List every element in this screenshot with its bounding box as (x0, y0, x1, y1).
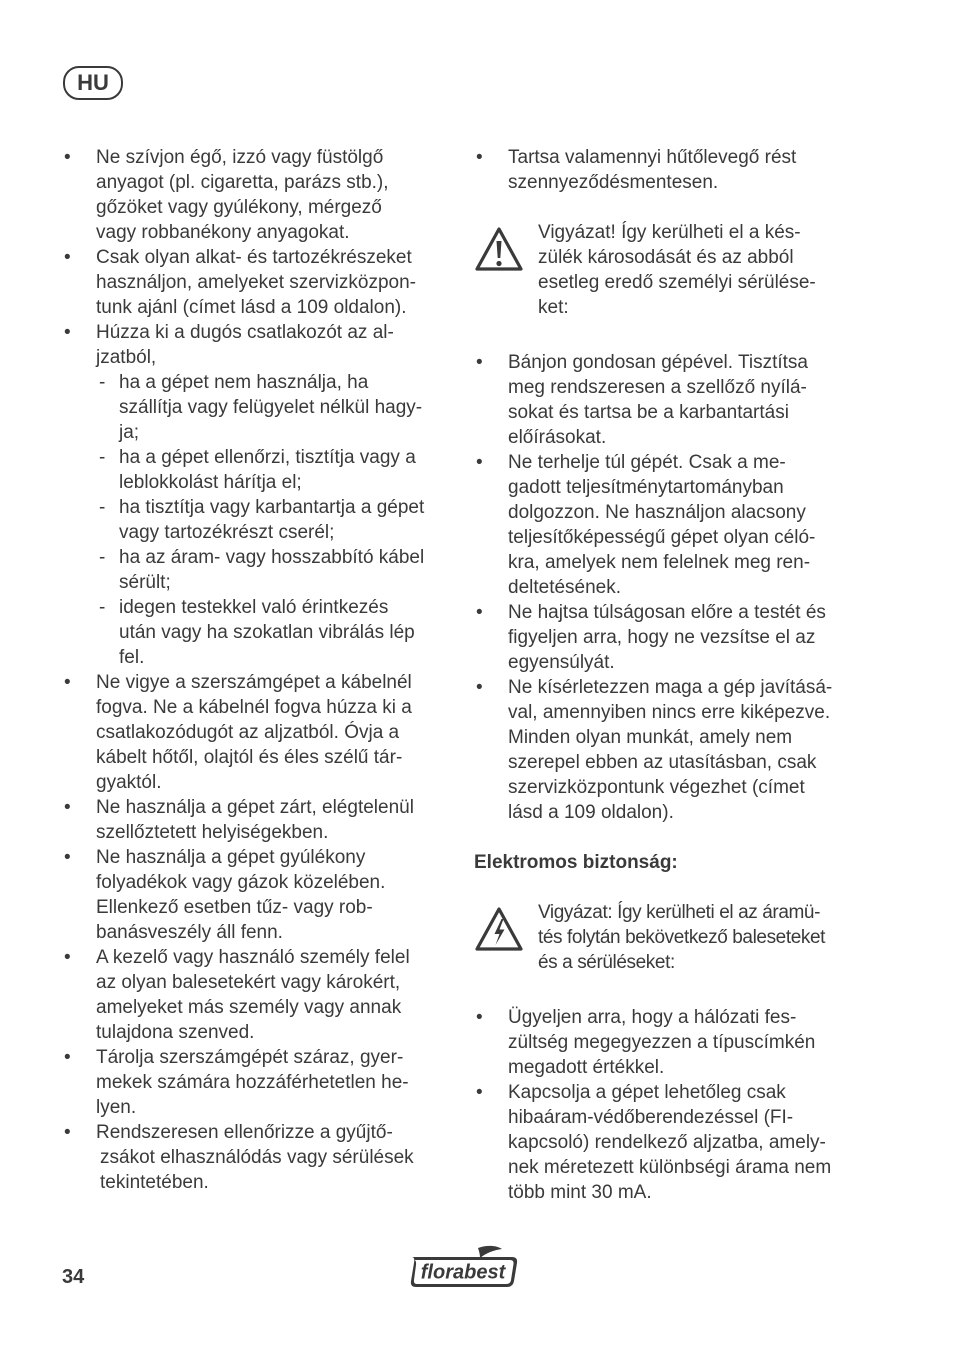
spacer (474, 975, 874, 1005)
text-line: gőzöket vagy gyúlékony, mérgező (96, 197, 382, 218)
text-line: lásd a 109 oldalon). (508, 802, 674, 823)
text-line: tekintetében. (100, 1172, 209, 1193)
text-line: gadott teljesítménytartományban (508, 477, 784, 498)
text-line: amelyeket más személy vagy annak (96, 997, 402, 1018)
sub-list-item (62, 445, 454, 495)
text-line: sokat és tartsa be a karbantartási (508, 402, 789, 423)
text-line: banásveszély áll fenn. (96, 922, 283, 943)
list-item (62, 245, 454, 320)
text-line: után vagy ha szokatlan vibrálás lép (119, 622, 415, 643)
text-line: • Ne használja a gépet zárt, elégtelenül (96, 797, 414, 818)
list-item (62, 145, 454, 245)
list-item (474, 450, 874, 600)
page-number: 34 (62, 1266, 85, 1288)
text-line: leblokkolást hárítja el; (119, 472, 302, 493)
text-line: szerepel ebben az utasításban, csak (508, 752, 817, 773)
text-line: vagy tartozékrészt cserél; (119, 522, 335, 543)
text-line: nek méretezett különbségi árama nem (508, 1157, 832, 1178)
text-line: hibaáram-védőberendezéssel (FI- (508, 1107, 794, 1128)
right-column (474, 145, 874, 1205)
text-line: • Rendszeresen ellenőrizze a gyűjtő- (96, 1122, 393, 1143)
spacer (474, 825, 874, 850)
text-line: ja; (119, 422, 140, 443)
text-line: anyagot (pl. cigaretta, parázs stb.), (96, 172, 389, 193)
text-line: és a sérüléseket: (538, 952, 675, 973)
text-line: gyaktól. (96, 772, 162, 793)
text-line: • Kapcsolja a gépet lehetőleg csak (508, 1082, 786, 1103)
list-item (62, 845, 454, 945)
text-line: szállítja vagy felügyelet nélkül hagy- (119, 397, 423, 418)
warning-general (474, 220, 874, 320)
text-line: • Csak olyan alkat- és tartozékrészeket (96, 247, 412, 268)
text-line: több mint 30 mA. (508, 1182, 652, 1203)
list-item (62, 1120, 454, 1195)
list-item (474, 600, 874, 675)
text-line: csatlakozódugót az aljzatból. Óvja a (96, 722, 400, 743)
text-line: - ha a gépet nem használja, ha (119, 372, 369, 393)
list-item (62, 1045, 454, 1120)
text-line: sérült; (119, 572, 171, 593)
text-line: val, amennyiben nincs erre kiképezve. (508, 702, 831, 723)
exclamation-warning-icon (474, 226, 524, 272)
text-line: • Ne terhelje túl gépét. Csak a me- (508, 452, 786, 473)
text-line: tés folytán bekövetkező baleseteket (538, 927, 826, 948)
text-line: mekek számára hozzáférhetetlen he- (96, 1072, 409, 1093)
text-line: • Tartsa valamennyi hűtőlevegő rést (508, 147, 797, 168)
text-line: tulajdona szenved. (96, 1022, 255, 1043)
text-line: • Ügyeljen arra, hogy a hálózati fes- (508, 1007, 797, 1028)
text-line: - ha tisztítja vagy karbantartja a gépet (119, 497, 425, 518)
text-line: zsákot elhasználódás vagy sérülések (100, 1147, 414, 1168)
text-line: Minden olyan munkát, amely nem (508, 727, 793, 748)
text-line: teljesítőképességű gépet olyan céló- (508, 527, 816, 548)
text-line: jzatból, (96, 347, 157, 368)
text-line: • Tárolja szerszámgépét száraz, gyer- (96, 1047, 404, 1068)
text-line: zültség megegyezzen a típuscímkén (508, 1032, 816, 1053)
text-line: • A kezelő vagy használó személy felel (96, 947, 410, 968)
text-line: • Húzza ki a dugós csatlakozót az al- (96, 322, 394, 343)
sub-list-item (62, 370, 454, 445)
text-line: - ha az áram- vagy hosszabbító kábel (119, 547, 425, 568)
text-line: kapcsoló) rendelkező aljzatba, amely- (508, 1132, 826, 1153)
text-line: Vigyázat: Így kerülheti el az áramü- (538, 902, 821, 923)
sub-list-item (62, 545, 454, 595)
text-line: figyeljen arra, hogy ne vezsítse el az (508, 627, 816, 648)
text-line: vagy robbanékony anyagokat. (96, 222, 350, 243)
sub-list-item (62, 595, 454, 670)
text-line: - ha a gépet ellenőrzi, tisztítja vagy a (119, 447, 416, 468)
electric-shock-warning-icon (474, 906, 524, 952)
list-item (474, 1005, 874, 1080)
text-line: szennyeződésmentesen. (508, 172, 719, 193)
spacer (474, 320, 874, 350)
text-line: dolgozzon. Ne használjon alacsony (508, 502, 806, 523)
text-line: ket: (538, 297, 569, 318)
text-line: • Ne vigye a szerszámgépet a kábelnél (96, 672, 412, 693)
text-line: folyadékok vagy gázok közelében. (96, 872, 386, 893)
text-line: szervizközpontunk végezhet (címet (508, 777, 805, 798)
text-line: meg rendszeresen a szellőző nyílá- (508, 377, 807, 398)
list-item (62, 670, 454, 795)
text-line: esetleg eredő személyi sérülése- (538, 272, 816, 293)
list-item (62, 945, 454, 1045)
text-line: • Ne használja a gépet gyúlékony (96, 847, 366, 868)
text-line: • Ne kísérletezzen maga a gép javításá- (508, 677, 833, 698)
text-line: • Ne szívjon égő, izzó vagy füstölgő (96, 147, 384, 168)
text-line: előírásokat. (508, 427, 607, 448)
text-line: szellőztetett helyiségekben. (96, 822, 329, 843)
text-line: Ellenkező esetben tűz- vagy rob- (96, 897, 373, 918)
text-line: fel. (119, 647, 145, 668)
section-heading: Elektromos biztonság: (474, 852, 678, 873)
text-line: • Ne hajtsa túlságosan előre a testét és (508, 602, 826, 623)
text-line: Vigyázat! Így kerülheti el a kés- (538, 222, 801, 243)
spacer (474, 195, 874, 220)
text-line: kábelt hőtől, olajtól és éles szélű tár- (96, 747, 403, 768)
language-badge: HU (63, 66, 123, 100)
florabest-logo (406, 1245, 520, 1289)
text-line: • Bánjon gondosan gépével. Tisztítsa (508, 352, 808, 373)
warning-electric (474, 900, 874, 975)
left-column (62, 145, 454, 1195)
text-line: fogva. Ne a kábelnél fogva húzza ki a (96, 697, 412, 718)
text-line: kra, amelyek nem felelnek meg ren- (508, 552, 811, 573)
text-line: deltetésének. (508, 577, 622, 598)
text-line: zülék károsodását és az abból (538, 247, 794, 268)
list-item (474, 350, 874, 450)
text-line: használjon, amelyeket szervizközpon- (96, 272, 416, 293)
sub-list-item (62, 495, 454, 545)
text-line: egyensúlyát. (508, 652, 615, 673)
text-line: megadott értékkel. (508, 1057, 665, 1078)
list-item (62, 320, 454, 370)
list-item (474, 1080, 874, 1205)
text-line: tunk ajánl (címet lásd a 109 oldalon). (96, 297, 407, 318)
list-item (474, 675, 874, 825)
spacer (474, 875, 874, 900)
text-line: lyen. (96, 1097, 137, 1118)
list-item (62, 795, 454, 845)
text-line: az olyan balesetekért vagy károkért, (96, 972, 401, 993)
text-line: - idegen testekkel való érintkezés (119, 597, 389, 618)
list-item (474, 145, 874, 195)
brand-text: florabest (420, 1261, 506, 1284)
